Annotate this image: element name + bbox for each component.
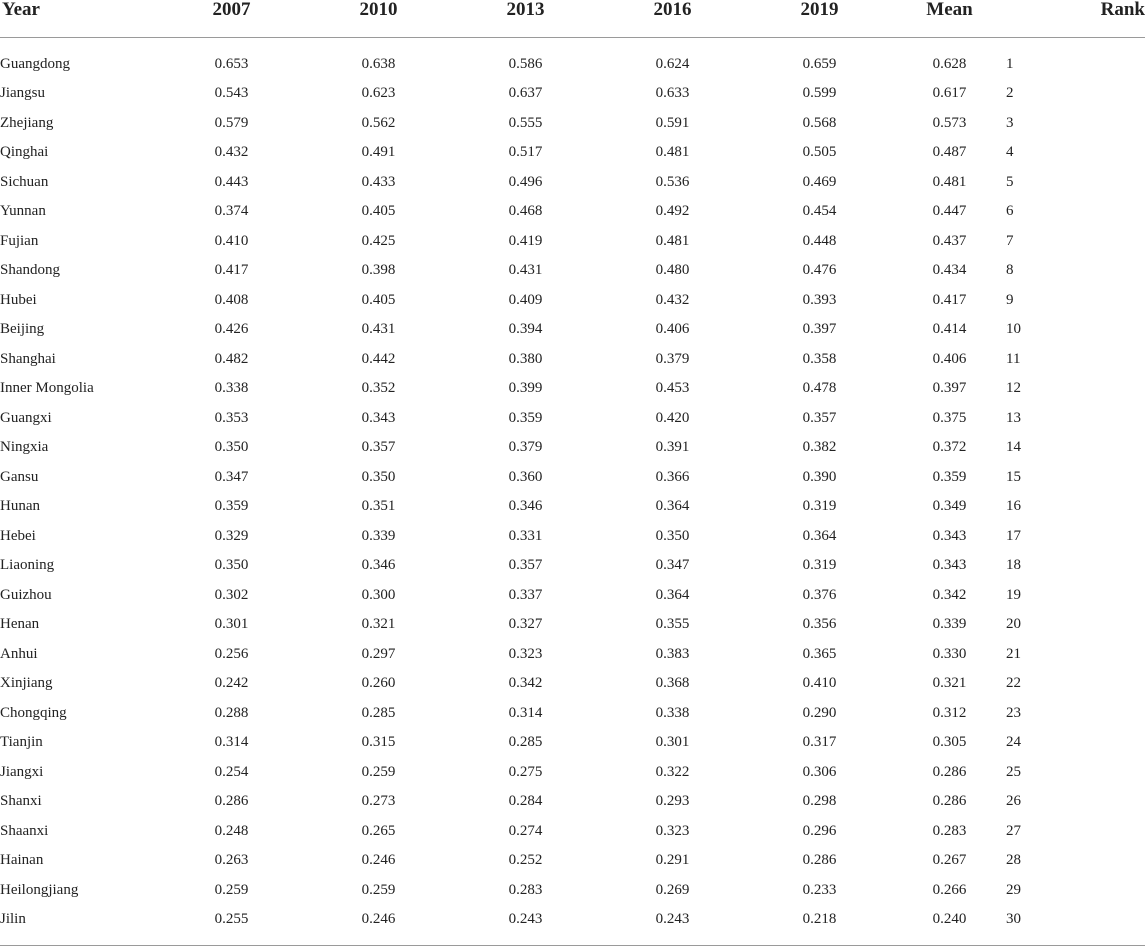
value-2016: 0.291: [655, 852, 690, 869]
value-2016: 0.591: [655, 114, 690, 131]
value-2019: 0.382: [802, 439, 837, 456]
rank-value: 4: [1006, 144, 1014, 161]
value-2019: 0.286: [802, 852, 837, 869]
value-2016: 0.624: [655, 55, 690, 72]
value-2007: 0.353: [214, 409, 249, 426]
value-mean: 0.286: [932, 763, 967, 780]
value-2013: 0.243: [508, 911, 543, 928]
value-2010: 0.260: [361, 675, 396, 692]
rank-value: 13: [1006, 409, 1021, 426]
value-2016: 0.480: [655, 262, 690, 279]
value-2016: 0.432: [655, 291, 690, 308]
table-header: [0, 0, 1145, 38]
rank-value: 24: [1006, 734, 1021, 751]
value-2010: 0.357: [361, 439, 396, 456]
rank-value: 5: [1006, 173, 1014, 190]
province-name: Hubei: [0, 291, 37, 308]
value-mean: 0.312: [932, 704, 967, 721]
header-spacer: [0, 38, 1145, 50]
value-2019: 0.659: [802, 55, 837, 72]
rank-value: 16: [1006, 498, 1021, 515]
value-2013: 0.331: [508, 527, 543, 544]
value-2007: 0.314: [214, 734, 249, 751]
value-2016: 0.366: [655, 468, 690, 485]
value-2010: 0.246: [361, 852, 396, 869]
value-mean: 0.342: [932, 586, 967, 603]
rank-value: 26: [1006, 793, 1021, 810]
table-row: [0, 374, 1145, 404]
province-name: Beijing: [0, 321, 45, 338]
value-2010: 0.425: [361, 232, 396, 249]
value-2007: 0.543: [214, 85, 249, 102]
header-2007: 2007: [158, 0, 305, 38]
value-2019: 0.364: [802, 527, 837, 544]
value-2013: 0.586: [508, 55, 543, 72]
table-row: [0, 669, 1145, 699]
value-2010: 0.259: [361, 881, 396, 898]
value-2007: 0.443: [214, 173, 249, 190]
value-2007: 0.248: [214, 822, 249, 839]
province-name: Shaanxi: [0, 822, 49, 839]
value-2013: 0.275: [508, 763, 543, 780]
value-2013: 0.346: [508, 498, 543, 515]
value-2007: 0.417: [214, 262, 249, 279]
province-name: Fujian: [0, 232, 39, 249]
value-2013: 0.283: [508, 881, 543, 898]
value-2016: 0.347: [655, 557, 690, 574]
value-2010: 0.246: [361, 911, 396, 928]
value-2019: 0.469: [802, 173, 837, 190]
value-2019: 0.410: [802, 675, 837, 692]
rank-value: 14: [1006, 439, 1021, 456]
province-name: Sichuan: [0, 173, 49, 190]
value-2010: 0.265: [361, 822, 396, 839]
value-2007: 0.255: [214, 911, 249, 928]
value-2007: 0.359: [214, 498, 249, 515]
value-mean: 0.628: [932, 55, 967, 72]
value-2013: 0.314: [508, 704, 543, 721]
province-name: Guizhou: [0, 586, 52, 603]
value-2016: 0.391: [655, 439, 690, 456]
table-row: [0, 846, 1145, 876]
value-mean: 0.321: [932, 675, 967, 692]
header-2013: 2013: [452, 0, 599, 38]
value-2007: 0.410: [214, 232, 249, 249]
value-mean: 0.305: [932, 734, 967, 751]
value-mean: 0.240: [932, 911, 967, 928]
value-mean: 0.343: [932, 557, 967, 574]
value-2019: 0.454: [802, 203, 837, 220]
value-2016: 0.243: [655, 911, 690, 928]
value-2016: 0.406: [655, 321, 690, 338]
province-name: Xinjiang: [0, 675, 53, 692]
table-row: [0, 167, 1145, 197]
value-2010: 0.297: [361, 645, 396, 662]
table-row: [0, 197, 1145, 227]
value-mean: 0.397: [932, 380, 967, 397]
rank-value: 30: [1006, 911, 1021, 928]
value-mean: 0.375: [932, 409, 967, 426]
value-2016: 0.481: [655, 232, 690, 249]
value-2013: 0.379: [508, 439, 543, 456]
province-name: Zhejiang: [0, 114, 54, 131]
rank-value: 22: [1006, 675, 1021, 692]
value-mean: 0.339: [932, 616, 967, 633]
value-mean: 0.283: [932, 822, 967, 839]
value-2010: 0.321: [361, 616, 396, 633]
province-name: Jilin: [0, 911, 26, 928]
table-row: [0, 728, 1145, 758]
table-row: [0, 551, 1145, 581]
value-2016: 0.420: [655, 409, 690, 426]
rank-value: 21: [1006, 645, 1021, 662]
value-2010: 0.300: [361, 586, 396, 603]
value-2013: 0.419: [508, 232, 543, 249]
value-2013: 0.468: [508, 203, 543, 220]
value-mean: 0.372: [932, 439, 967, 456]
value-2013: 0.284: [508, 793, 543, 810]
rank-value: 18: [1006, 557, 1021, 574]
province-name: Gansu: [0, 468, 39, 485]
table-row: [0, 905, 1145, 935]
value-2016: 0.301: [655, 734, 690, 751]
value-2010: 0.442: [361, 350, 396, 367]
table-row: [0, 344, 1145, 374]
value-2019: 0.233: [802, 881, 837, 898]
value-mean: 0.487: [932, 144, 967, 161]
province-name: Shanxi: [0, 793, 42, 810]
value-2013: 0.337: [508, 586, 543, 603]
value-2019: 0.358: [802, 350, 837, 367]
value-2019: 0.448: [802, 232, 837, 249]
value-2010: 0.346: [361, 557, 396, 574]
value-2010: 0.350: [361, 468, 396, 485]
table-row: [0, 875, 1145, 905]
value-2019: 0.319: [802, 557, 837, 574]
value-2019: 0.317: [802, 734, 837, 751]
value-2007: 0.653: [214, 55, 249, 72]
value-2016: 0.492: [655, 203, 690, 220]
table-row: [0, 639, 1145, 669]
table-row: [0, 315, 1145, 345]
rank-value: 9: [1006, 291, 1014, 308]
value-2013: 0.409: [508, 291, 543, 308]
rank-value: 2: [1006, 85, 1014, 102]
value-2007: 0.432: [214, 144, 249, 161]
value-2010: 0.259: [361, 763, 396, 780]
value-mean: 0.286: [932, 793, 967, 810]
province-name: Hainan: [0, 852, 44, 869]
rank-value: 1: [1006, 55, 1014, 72]
table-row: [0, 757, 1145, 787]
table-row: [0, 433, 1145, 463]
value-mean: 0.617: [932, 85, 967, 102]
value-2016: 0.368: [655, 675, 690, 692]
value-mean: 0.481: [932, 173, 967, 190]
table-row: [0, 403, 1145, 433]
province-name: Ningxia: [0, 439, 49, 456]
value-2016: 0.355: [655, 616, 690, 633]
value-2013: 0.274: [508, 822, 543, 839]
province-name: Heilongjiang: [0, 881, 79, 898]
table-row: [0, 138, 1145, 168]
value-2016: 0.364: [655, 498, 690, 515]
value-2010: 0.343: [361, 409, 396, 426]
rank-value: 8: [1006, 262, 1014, 279]
value-2013: 0.431: [508, 262, 543, 279]
value-2010: 0.339: [361, 527, 396, 544]
value-2007: 0.374: [214, 203, 249, 220]
value-2019: 0.393: [802, 291, 837, 308]
value-2013: 0.380: [508, 350, 543, 367]
value-2016: 0.269: [655, 881, 690, 898]
value-2016: 0.453: [655, 380, 690, 397]
value-2010: 0.405: [361, 291, 396, 308]
value-2019: 0.357: [802, 409, 837, 426]
value-2007: 0.482: [214, 350, 249, 367]
rank-value: 6: [1006, 203, 1014, 220]
value-2013: 0.252: [508, 852, 543, 869]
value-2010: 0.433: [361, 173, 396, 190]
value-2019: 0.599: [802, 85, 837, 102]
value-2007: 0.350: [214, 557, 249, 574]
table-row: [0, 285, 1145, 315]
value-2007: 0.301: [214, 616, 249, 633]
rank-value: 11: [1006, 350, 1021, 367]
header-row: [0, 0, 1145, 38]
rank-value: 28: [1006, 852, 1021, 869]
value-2007: 0.350: [214, 439, 249, 456]
header-2016: 2016: [599, 0, 746, 38]
rank-value: 23: [1006, 704, 1021, 721]
table-row: [0, 256, 1145, 286]
table-bottom-rule: [0, 945, 1145, 946]
value-mean: 0.343: [932, 527, 967, 544]
value-2007: 0.256: [214, 645, 249, 662]
table-row: [0, 49, 1145, 79]
value-mean: 0.266: [932, 881, 967, 898]
value-2013: 0.496: [508, 173, 543, 190]
value-2007: 0.286: [214, 793, 249, 810]
table-row: [0, 521, 1145, 551]
province-name: Liaoning: [0, 557, 55, 574]
value-2010: 0.315: [361, 734, 396, 751]
value-2016: 0.536: [655, 173, 690, 190]
value-2019: 0.397: [802, 321, 837, 338]
value-2013: 0.357: [508, 557, 543, 574]
value-mean: 0.406: [932, 350, 967, 367]
province-name: Inner Mongolia: [0, 380, 94, 397]
value-2016: 0.633: [655, 85, 690, 102]
value-2016: 0.338: [655, 704, 690, 721]
value-2013: 0.327: [508, 616, 543, 633]
value-2010: 0.562: [361, 114, 396, 131]
table-row: [0, 610, 1145, 640]
header-2019: 2019: [746, 0, 893, 38]
value-2019: 0.290: [802, 704, 837, 721]
value-2013: 0.359: [508, 409, 543, 426]
province-name: Hebei: [0, 527, 36, 544]
value-mean: 0.267: [932, 852, 967, 869]
value-2019: 0.306: [802, 763, 837, 780]
province-name: Tianjin: [0, 734, 43, 751]
province-name: Shanghai: [0, 350, 56, 367]
table-row: [0, 492, 1145, 522]
value-mean: 0.417: [932, 291, 967, 308]
value-2010: 0.352: [361, 380, 396, 397]
rank-value: 12: [1006, 380, 1021, 397]
rank-value: 20: [1006, 616, 1021, 633]
province-name: Guangdong: [0, 55, 70, 72]
value-2019: 0.376: [802, 586, 837, 603]
rank-value: 17: [1006, 527, 1021, 544]
value-mean: 0.349: [932, 498, 967, 515]
value-2016: 0.322: [655, 763, 690, 780]
value-2007: 0.259: [214, 881, 249, 898]
province-name: Jiangxi: [0, 763, 44, 780]
value-2013: 0.399: [508, 380, 543, 397]
value-mean: 0.573: [932, 114, 967, 131]
province-name: Anhui: [0, 645, 38, 662]
value-2010: 0.351: [361, 498, 396, 515]
province-name: Hunan: [0, 498, 40, 515]
header-2010: 2010: [305, 0, 452, 38]
value-2013: 0.555: [508, 114, 543, 131]
value-2016: 0.350: [655, 527, 690, 544]
value-2007: 0.347: [214, 468, 249, 485]
value-2010: 0.431: [361, 321, 396, 338]
value-2010: 0.273: [361, 793, 396, 810]
table-row: [0, 787, 1145, 817]
value-mean: 0.447: [932, 203, 967, 220]
header-year: Year: [0, 0, 158, 38]
province-name: Shandong: [0, 262, 60, 279]
province-name: Chongqing: [0, 704, 67, 721]
table-body: [0, 38, 1145, 935]
value-2019: 0.568: [802, 114, 837, 131]
table-row: [0, 816, 1145, 846]
value-2007: 0.338: [214, 380, 249, 397]
value-2019: 0.218: [802, 911, 837, 928]
value-2013: 0.323: [508, 645, 543, 662]
value-2016: 0.379: [655, 350, 690, 367]
value-2007: 0.329: [214, 527, 249, 544]
value-2010: 0.623: [361, 85, 396, 102]
header-mean: Mean: [893, 0, 1006, 38]
value-2019: 0.319: [802, 498, 837, 515]
table-row: [0, 79, 1145, 109]
header-rank: Rank: [1006, 0, 1145, 38]
table-row: [0, 580, 1145, 610]
table-row: [0, 226, 1145, 256]
value-2019: 0.298: [802, 793, 837, 810]
value-2007: 0.254: [214, 763, 249, 780]
value-2013: 0.342: [508, 675, 543, 692]
value-2019: 0.390: [802, 468, 837, 485]
value-2013: 0.285: [508, 734, 543, 751]
value-2010: 0.638: [361, 55, 396, 72]
value-2019: 0.296: [802, 822, 837, 839]
value-2007: 0.242: [214, 675, 249, 692]
rank-value: 25: [1006, 763, 1021, 780]
rank-value: 27: [1006, 822, 1021, 839]
value-mean: 0.437: [932, 232, 967, 249]
rank-value: 29: [1006, 881, 1021, 898]
province-name: Guangxi: [0, 409, 52, 426]
value-2019: 0.365: [802, 645, 837, 662]
value-mean: 0.414: [932, 321, 967, 338]
value-2013: 0.394: [508, 321, 543, 338]
value-2010: 0.285: [361, 704, 396, 721]
rank-value: 19: [1006, 586, 1021, 603]
value-2007: 0.426: [214, 321, 249, 338]
value-2013: 0.517: [508, 144, 543, 161]
province-name: Qinghai: [0, 144, 49, 161]
value-2010: 0.405: [361, 203, 396, 220]
value-2019: 0.356: [802, 616, 837, 633]
value-mean: 0.359: [932, 468, 967, 485]
value-2007: 0.408: [214, 291, 249, 308]
rank-value: 3: [1006, 114, 1014, 131]
table-row: [0, 108, 1145, 138]
value-mean: 0.330: [932, 645, 967, 662]
table-row: [0, 462, 1145, 492]
value-2019: 0.478: [802, 380, 837, 397]
value-2016: 0.364: [655, 586, 690, 603]
rank-value: 10: [1006, 321, 1021, 338]
value-2013: 0.637: [508, 85, 543, 102]
province-name: Jiangsu: [0, 85, 45, 102]
table-row: [0, 698, 1145, 728]
province-name: Yunnan: [0, 203, 46, 220]
value-mean: 0.434: [932, 262, 967, 279]
value-2007: 0.263: [214, 852, 249, 869]
rank-value: 7: [1006, 232, 1014, 249]
value-2019: 0.505: [802, 144, 837, 161]
value-2010: 0.491: [361, 144, 396, 161]
value-2019: 0.476: [802, 262, 837, 279]
value-2007: 0.302: [214, 586, 249, 603]
value-2016: 0.323: [655, 822, 690, 839]
value-2016: 0.293: [655, 793, 690, 810]
value-2013: 0.360: [508, 468, 543, 485]
value-2007: 0.579: [214, 114, 249, 131]
value-2007: 0.288: [214, 704, 249, 721]
value-2016: 0.383: [655, 645, 690, 662]
rank-value: 15: [1006, 468, 1021, 485]
value-2016: 0.481: [655, 144, 690, 161]
province-name: Henan: [0, 616, 40, 633]
value-2010: 0.398: [361, 262, 396, 279]
